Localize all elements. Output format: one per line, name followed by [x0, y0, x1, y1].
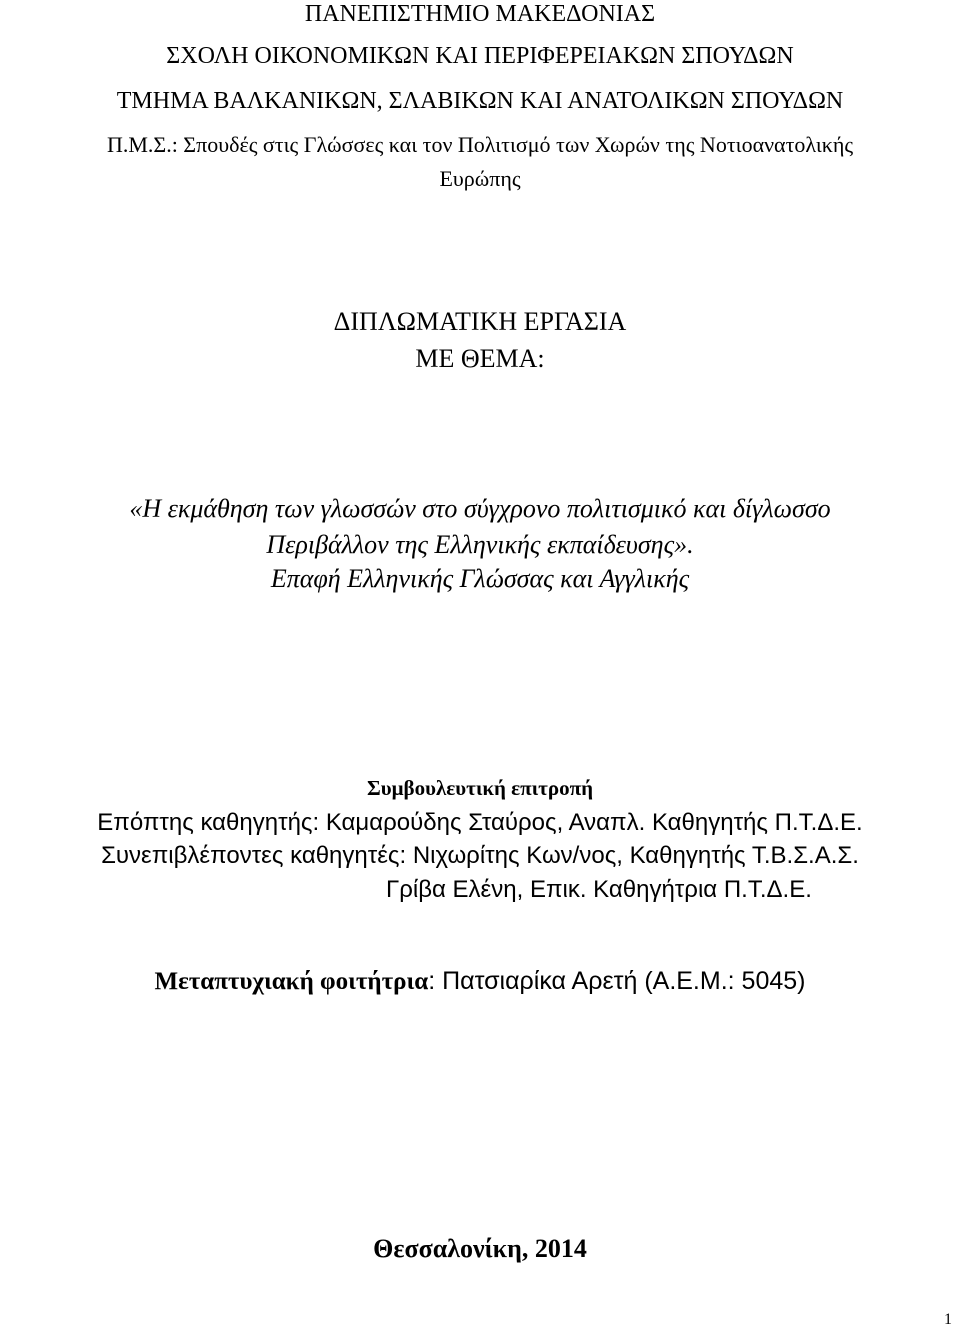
student-name: : Πατσιαρίκα Αρετή (Α.Ε.Μ.: 5045)	[428, 967, 806, 995]
thesis-type: ΔΙΠΛΩΜΑΤΙΚΗ ΕΡΓΑΣΙΑ	[333, 307, 627, 336]
thesis-topic-line-3: Επαφή Ελληνικής Γλώσσας και Αγγλικής	[270, 564, 690, 593]
department-name: ΤΜΗΜΑ ΒΑΛΚΑΝΙΚΩΝ, ΣΛΑΒΙΚΩΝ ΚΑΙ ΑΝΑΤΟΛΙΚΩΝ ΣΠΟΥΔΩΝ	[116, 88, 844, 114]
thesis-subject-label: ΜΕ ΘΕΜΑ:	[415, 344, 545, 373]
co-supervisors-line-1: Συνεπιβλέποντες καθηγητές: Νιχωρίτης Κων/νος, Καθηγητής Τ.Β.Σ.Α.Σ.	[101, 842, 859, 869]
supervisor-line: Επόπτης καθηγητής: Καμαρούδης Σταύρος, Αναπλ. Καθηγητής Π.Τ.Δ.Ε.	[97, 809, 863, 836]
student-line	[0, 969, 960, 994]
thesis-topic-line-1: «Η εκμάθηση των γλωσσών στο σύγχρονο πολιτισμικό και δίγλωσσο	[129, 494, 831, 523]
program-line-2: Ευρώπης	[439, 166, 521, 191]
program-line-1: Π.Μ.Σ.: Σπουδές στις Γλώσσες και τον Πολιτισμό των Χωρών της Νοτιοανατολικής	[106, 132, 854, 157]
co-supervisors-line-2: Γρίβα Ελένη, Επικ. Καθηγήτρια Π.Τ.Δ.Ε.	[386, 876, 812, 903]
student-label: Μεταπτυχιακή φοιτήτρια	[154, 968, 429, 995]
place-year: Θεσσαλονίκη, 2014	[373, 1234, 587, 1263]
thesis-topic-line-2: Περιβάλλον της Ελληνικής εκπαίδευσης».	[266, 530, 694, 559]
committee-heading: Συμβουλευτική επιτροπή	[366, 776, 594, 800]
university-name: ΠΑΝΕΠΙΣΤΗΜΙΟ ΜΑΚΕΔΟΝΙΑΣ	[304, 1, 656, 27]
page-number: 1	[944, 1311, 952, 1328]
school-name: ΣΧΟΛΗ ΟΙΚΟΝΟΜΙΚΩΝ ΚΑΙ ΠΕΡΙΦΕΡΕΙΑΚΩΝ ΣΠΟΥΔΩΝ	[166, 43, 794, 69]
